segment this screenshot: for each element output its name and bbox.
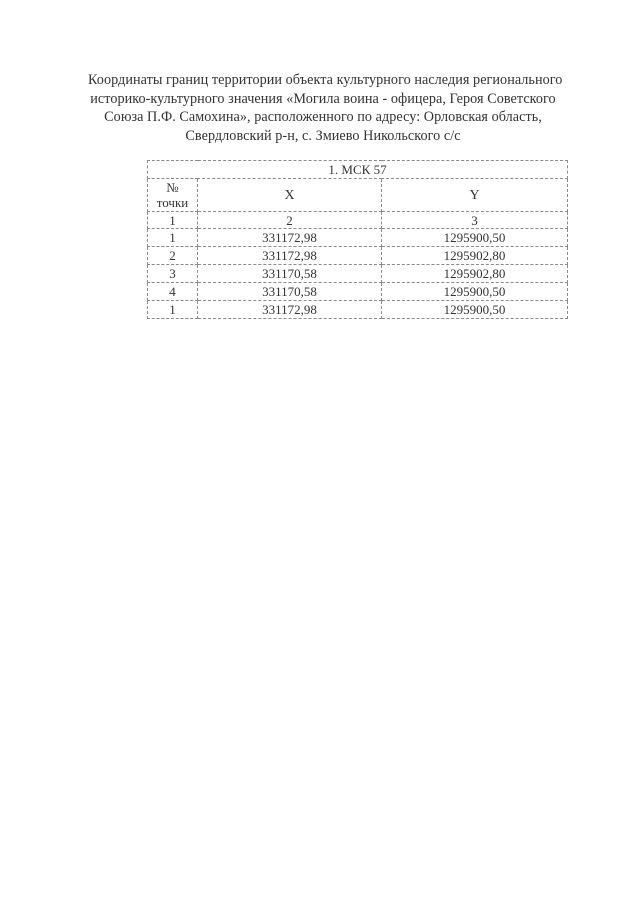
header-row <box>148 179 568 212</box>
y-coordinate: 1295900,50 <box>382 229 568 247</box>
title-line-3: Союза П.Ф. Самохина», расположенного по адресу: Орловская область, <box>104 109 542 125</box>
x-coordinate: 331170,58 <box>198 283 382 301</box>
point-number: 1 <box>148 229 198 247</box>
coordinate-system-row <box>148 161 568 179</box>
y-header: Y <box>382 179 568 212</box>
table-row <box>148 247 568 265</box>
y-coordinate: 1295902,80 <box>382 247 568 265</box>
title-line-1: Координаты границ территории объекта культурного наследия регионального <box>88 72 563 88</box>
point-number-word: точки <box>156 195 189 210</box>
table-row <box>148 229 568 247</box>
point-number: 2 <box>148 247 198 265</box>
x-coordinate: 331172,98 <box>198 229 382 247</box>
point-number-sign: № <box>166 180 179 195</box>
table-row <box>148 283 568 301</box>
point-number: 1 <box>148 301 198 319</box>
x-coordinate: 331172,98 <box>198 301 382 319</box>
table-row <box>148 265 568 283</box>
column-index-2: 2 <box>198 212 382 229</box>
column-index-3: 3 <box>382 212 568 229</box>
column-index-row <box>148 212 568 229</box>
y-coordinate: 1295902,80 <box>382 265 568 283</box>
column-index-1: 1 <box>148 212 198 229</box>
coordinate-system-label: 1. МСК 57 <box>148 161 568 179</box>
point-number: 4 <box>148 283 198 301</box>
x-coordinate: 331172,98 <box>198 247 382 265</box>
y-coordinate: 1295900,50 <box>382 301 568 319</box>
point-number: 3 <box>148 265 198 283</box>
point-number-header <box>148 179 198 212</box>
document-title <box>88 71 563 145</box>
x-header: X <box>198 179 382 212</box>
title-line-4: Свердловский р-н, с. Змиево Никольского с/с <box>185 127 461 144</box>
y-coordinate: 1295900,50 <box>382 283 568 301</box>
table-row <box>148 301 568 319</box>
x-coordinate: 331170,58 <box>198 265 382 283</box>
coordinates-table <box>147 160 568 319</box>
title-line-2: историко-культурного значения «Могила воина - офицера, Героя Советского <box>90 90 556 107</box>
